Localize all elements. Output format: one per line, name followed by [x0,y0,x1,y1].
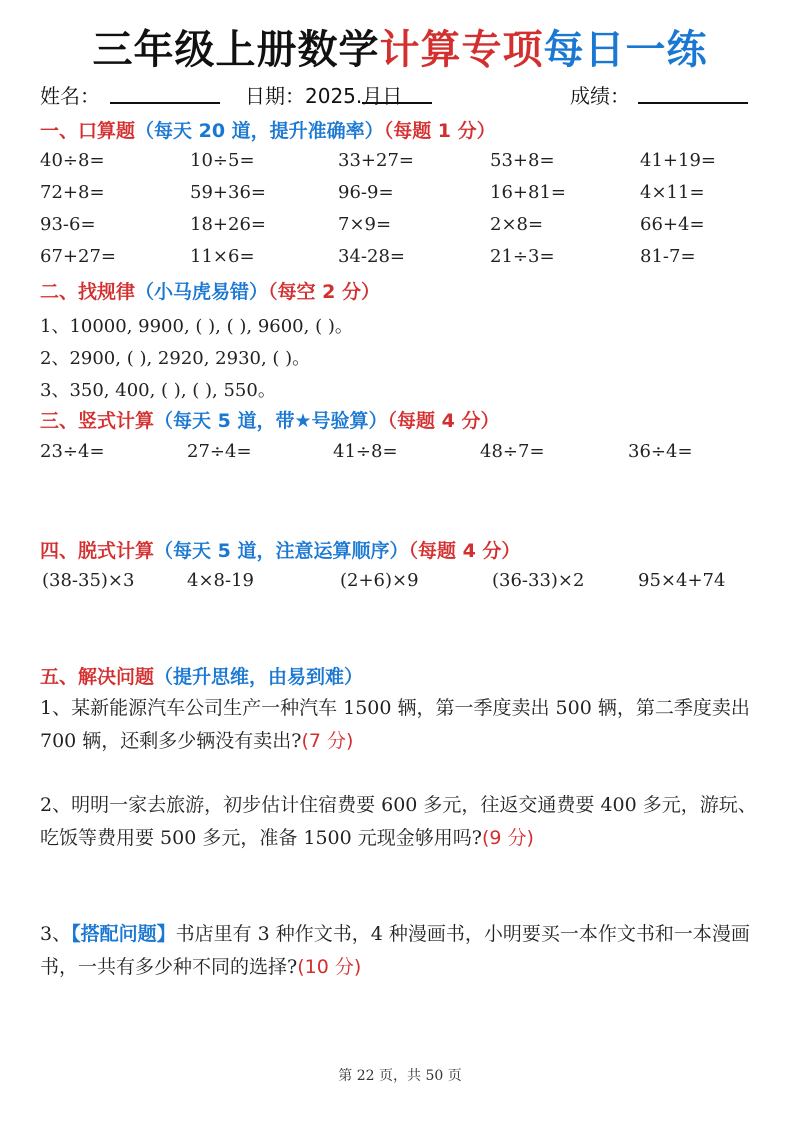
day-label: 日 [382,84,403,108]
word-problem-3 [40,918,765,984]
oral-problem: 11×6= [190,246,255,267]
oral-problem: 18+26= [190,214,266,235]
oral-row-1 [40,150,770,178]
oral-problem: 4×11= [640,182,705,203]
oral-problem: 34-28= [338,246,405,267]
section-note: （每天 5 道，注意运算顺序） [154,540,409,562]
stepwise-problem: 4×8-19 [187,570,254,591]
oral-row-3 [40,214,770,242]
problem-tag: 【搭配问题】 [71,923,176,945]
section-note: （每天 5 道，带★号验算） [154,410,388,432]
problem-prefix: 3、 [40,923,72,945]
section-5-header [40,662,363,689]
vertical-calc-row [40,441,770,469]
name-blank[interactable] [110,80,220,104]
score-blank[interactable] [638,80,748,104]
section-points: （每题 1 分） [383,120,496,142]
date-label: 日期：2025. [245,84,363,108]
problem-score: (9 分) [481,827,534,849]
vertical-problem: 27÷4= [187,441,252,462]
section-note: （小马虎易错） [135,281,269,303]
name-label: 姓名： [40,84,100,108]
problem-score: (7 分) [301,730,354,752]
page-number: 第 22 页，共 50 页 [338,1068,462,1084]
section-title: 五、解决问题 [40,666,155,688]
problem-text: 2、明明一家去旅游，初步估计住宿费要 600 多元，往返交通费要 400 多元，游玩、吃饭等费用要 500 多元，准备 1500 元现金够用吗? [40,794,757,849]
oral-problem: 41+19= [640,150,716,171]
oral-problem: 96-9= [338,182,394,203]
title-part-1: 三年级上册数学 [92,27,380,73]
date-field [245,80,402,109]
problem-text: 1、某新能源汽车公司生产一种汽车 1500 辆，第一季度卖出 500 辆，第二季度卖出 700 辆，还剩多少辆没有卖出? [40,697,750,752]
section-title: 一、口算题 [40,120,136,142]
stepwise-problem: (2+6)×9 [340,570,419,591]
oral-problem: 40÷8= [40,150,105,171]
vertical-problem: 41÷8= [333,441,398,462]
problem-text: 书店里有 3 种作文书，4 种漫画书，小明要买一本作文书和一本漫画书，一共有多少种不同的选择? [40,923,750,978]
oral-problem: 33+27= [338,150,414,171]
word-problem-2 [40,789,765,855]
section-note: （提升思维，由易到难） [154,666,364,688]
oral-problem: 10÷5= [190,150,255,171]
stepwise-problem: (38-35)×3 [42,570,135,591]
oral-problem: 2×8= [490,214,544,235]
vertical-problem: 48÷7= [480,441,545,462]
oral-problem: 21÷3= [490,246,555,267]
section-2-header [40,277,380,304]
stepwise-calc-row [40,570,770,598]
stepwise-problem: (36-33)×2 [492,570,585,591]
section-title: 三、竖式计算 [40,410,155,432]
section-points: （每题 4 分） [408,540,521,562]
oral-problem: 72+8= [40,182,105,203]
stepwise-problem: 95×4+74 [638,570,726,591]
score-label: 成绩： [570,84,630,108]
info-line [40,80,760,110]
vertical-problem: 23÷4= [40,441,105,462]
oral-problem: 67+27= [40,246,116,267]
pattern-line-1: 1、10000, 9900, ( ), ( ), 9600, ( )。 [40,316,353,337]
section-4-header [40,536,520,563]
section-points: （每题 4 分） [387,410,500,432]
title-part-2: 计算专项 [379,27,544,73]
oral-problem: 66+4= [640,214,705,235]
section-3-header [40,406,499,433]
section-title: 二、找规律 [40,281,136,303]
pattern-line-3: 3、350, 400, ( ), ( ), 550。 [40,380,276,401]
problem-score: (10 分) [297,956,362,978]
pattern-line-2: 2、2900, ( ), 2920, 2930, ( )。 [40,348,311,369]
page-title [0,18,800,75]
oral-problem: 16+81= [490,182,566,203]
oral-problem: 7×9= [338,214,392,235]
oral-problem: 81-7= [640,246,696,267]
oral-problem: 93-6= [40,214,96,235]
oral-problem: 53+8= [490,150,555,171]
oral-row-4 [40,246,770,274]
vertical-problem: 36÷4= [628,441,693,462]
section-title: 四、脱式计算 [40,540,155,562]
section-1-header [40,116,496,143]
day-blank[interactable] [382,80,432,104]
word-problem-1 [40,692,765,758]
name-field [40,80,100,109]
oral-row-2 [40,182,770,210]
section-note: （每天 20 道，提升准确率） [135,120,384,142]
month-label: 月 [362,84,383,108]
score-field [570,80,630,109]
oral-problem: 59+36= [190,182,266,203]
title-part-3: 每日一练 [543,27,708,73]
section-points: （每空 2 分） [268,281,380,303]
